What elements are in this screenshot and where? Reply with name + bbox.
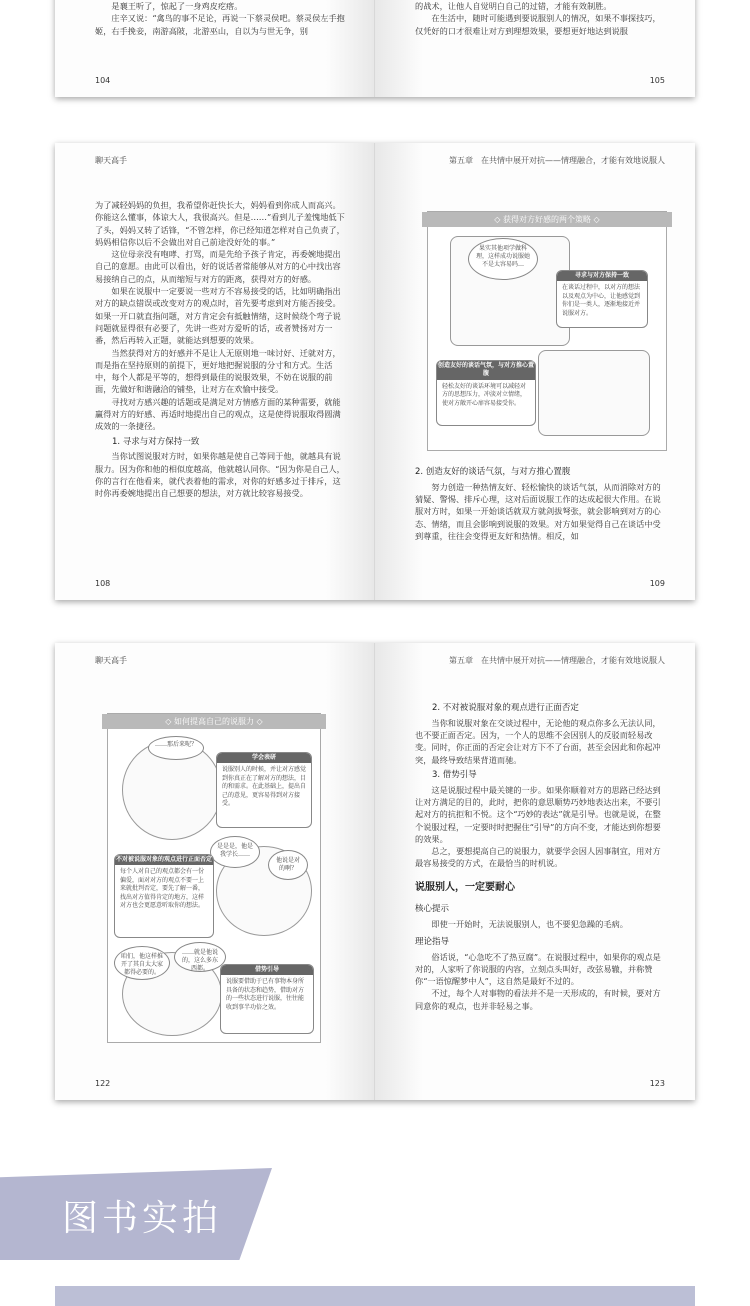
box-title: ◇ 获得对方好感的两个策略 ◇ — [422, 212, 672, 227]
callout-title: 寻求与对方保持一致 — [557, 271, 647, 281]
callout-body: 说服别人的时候，并让对方感觉到你真正在了解对方的想法，目的和需求。在此基础上，提出自己的意见，更容易得到对方接受。 — [222, 766, 307, 807]
paragraph: 这位母亲没有咆哮、打骂，而是先给予孩子肯定，再委婉地提出自己的意愿。由此可以看出，好的说话者常能够从对方的心中找出容易接纳自己的点，从而缩短与对方的距离，获得对方的好感。 — [95, 249, 341, 284]
callout-title: 学会表研 — [217, 753, 311, 763]
tip-callout-1 — [216, 752, 312, 828]
page-number: 109 — [649, 579, 665, 588]
page-122 — [55, 643, 375, 1100]
paragraph: 当你和说服对象在交谈过程中，无论他的观点你多么无法认同，也不要正面否定。因为，一个人的思维不会因别人的反驳而轻易改变。同时，你正面的否定会让对方下不了台面，甚至会因此和你起冲突，最终导致结果背道而驰。 — [415, 717, 661, 765]
page-105 — [375, 0, 695, 97]
paragraph: 总之，要想提高自己的说服力，就要学会因人因事制宜，用对方最容易接受的方式，在最恰当的时机说。 — [415, 846, 661, 869]
page-number: 105 — [649, 76, 665, 85]
page-108 — [55, 143, 375, 600]
speech-bubble: ……那后来呢？ — [148, 736, 204, 760]
page-number: 123 — [649, 1079, 665, 1088]
label-theory: 理论指导 — [415, 936, 450, 947]
page-number: 108 — [95, 579, 111, 588]
paragraph: 这是说服过程中最关键的一步。如果你顺着对方的思路已经达到让对方满足的目的，此时，把你的意思顺势巧妙地表达出来，不要引起对方的抗拒和不悦。这个“巧妙的表达”就是引导。也就是说，在整个说服过程，一定要时时把握住“引导”的方向不变，才能达到你想要的效果。 — [415, 784, 661, 844]
speech-bubble: 是是是，他是我学长…… — [210, 836, 260, 868]
speech-bubble: 咱们，他这样推开了其自太大家都得必要的。 — [114, 946, 170, 980]
tip-callout-3 — [220, 964, 314, 1034]
book-spread-3 — [55, 643, 695, 1100]
page-number: 122 — [95, 1079, 111, 1088]
section-label: 图书实拍 — [62, 1198, 223, 1239]
book-spread-1 — [55, 0, 695, 97]
paragraph: 当然获得对方的好感并不是让人无原则地一味讨好、迁就对方，而是指在坚持原则的前提下，更好地把握说服的分寸和方式。生活中，每个人都是平等的，想得到最佳的说服效果，不妨在说服的前面，先做好和谐融洽的铺垫，让对方在欢愉中接受。 — [95, 347, 341, 395]
subheading: 1. 寻求与对方保持一致 — [112, 436, 200, 447]
speech-bubble: ……就是他说的，这么多东西都。 — [174, 942, 226, 972]
paragraph: 俗话说，“心急吃不了热豆腐”。在说服过程中，如果你的观点是对的，人家听了你说服的内容，立刻点头叫好，改弦易辙，并称赞你“一语惊醒梦中人”，这自然是最好不过的。 — [415, 951, 661, 987]
illustration-cafe — [538, 350, 650, 436]
text-line: 庄辛又说：“禽鸟的事不足论，再说一下蔡灵侯吧。蔡灵侯左手抱姬，右手挽妾，南游高陂，北游巫山，自以为与世无争，别 — [95, 13, 345, 36]
book-spread-2 — [55, 143, 695, 600]
section-heading: 说服别人，一定要耐心 — [415, 881, 515, 893]
subheading: 2. 不对被说服对象的观点进行正面否定 — [432, 703, 579, 713]
subheading: 2. 创造友好的谈话气氛，与对方推心置腹 — [415, 467, 571, 477]
text-line: 在生活中，随时可能遇到要说服别人的情况，如果不事探技巧，仅凭好的口才很难让对方到理想效果，要想更好地达到说服 — [415, 13, 661, 36]
strategy-callout-2 — [436, 360, 536, 426]
page-109 — [375, 143, 695, 600]
paragraph: 如果在说服中一定要说一些对方不容易接受的话，比如明确指出对方的缺点错误或改变对方的观点时，首先要考虑到对方能否接受。如果一开口就直指问题，对方肯定会有抵触情绪，这时候绕个弯子说问题就显得很有必要了，先讲一些对方爱听的话，或者赞扬对方一番，然后再转入正题，就能达到想要的效果。 — [95, 286, 341, 346]
callout-title: 借势引导 — [221, 965, 313, 975]
paragraph: 努力创造一种热情友好、轻松愉快的谈话气氛，从而消除对方的猜疑、警惕、排斥心理，这对后面说服工作的达成起很大作用。在说服对方时，如果一开始谈话就双方就剑拔弩张，就会影响到对方的心态、情绪，而且会影响到说服的效果。对方如果觉得自己在谈话中受到尊重，往往会变得更友好和热情。相反，如 — [415, 481, 661, 541]
page-104 — [55, 0, 375, 97]
callout-body: 在谈话过程中，以对方的想法以及观点为中心，让他感觉到你们是一类人，逐渐地接近并说服对方。 — [562, 284, 641, 317]
bottom-bar — [55, 1286, 695, 1306]
subheading: 3. 借势引导 — [432, 769, 477, 780]
running-header: 第五章 在共情中展开对抗——情理融合，才能有效地说服人 — [449, 156, 665, 165]
box-title: ◇ 如何提高自己的说服力 ◇ — [102, 714, 326, 729]
callout-body: 说服要借助于已有事物本身所具备的状态和趋势，借助对方的一些状态进行说服，往往能收到事半功倍之效。 — [226, 978, 305, 1011]
label-core-tip: 核心提示 — [415, 903, 450, 914]
running-header: 聊天高手 — [95, 156, 127, 165]
speech-bubble: 果实其他项学做科理，这样成功说服她不是太容易吗… — [468, 238, 538, 280]
speech-bubble: 他说是对的啊？ — [268, 850, 308, 880]
illustration-box — [427, 211, 667, 451]
paragraph: 寻找对方感兴趣的话题或是满足对方情感方面的某种需要，就能赢得对方的好感、再适时地提出自己的观点，这是使得说服取得圆满成效的一条捷径。 — [95, 396, 341, 432]
paragraph: 为了减轻妈妈的负担，我希望你赶快长大，妈妈看到你成人而高兴。你能这么懂事，体谅大人，我很高兴。但是……”看到儿子羞愧地低下了头，妈妈又转了话锋，“不管怎样，你已经知道怎样对自己负责了，妈妈相信你以后不会做出对自己前途没好处的事。” — [95, 200, 345, 247]
callout-body: 每个人对自己的观点都会有一份偏爱，面对对方的观点不要一上来就批判否定，要先了解一番，找出对方值得肯定的地方，这样对方也会更愿意听取你的想法。 — [120, 868, 205, 909]
strategy-callout-1 — [556, 270, 648, 328]
text-line: 的战术，让他人自觉明白自己的过错，才能有效制胜。 — [415, 1, 612, 11]
callout-title: 不对被说服对象的观点进行正面否定 — [115, 855, 213, 865]
paragraph: 当你试图说服对方时，如果你越是使自己等同于他，就越具有说服力。因为你和他的相似度越高，他就越认同你。“因为你是自己人，你的言行在他看来，就代表着他的需求，对你的好感多过于排斥，这时你再委婉地提出自己想要的想法，对方就比较容易接受。 — [95, 451, 345, 499]
paragraph: 不过，每个人对事物的看法并不是一天形成的，有时候，要对方同意你的观点，也并非轻易之事。 — [415, 988, 661, 1011]
illustration-box — [107, 713, 321, 1043]
running-header: 第五章 在共情中展开对抗——情理融合，才能有效地说服人 — [449, 656, 665, 665]
page-number: 104 — [95, 76, 111, 85]
callout-title: 创造友好的谈话气氛，与对方推心置腹 — [437, 361, 535, 380]
text-line: 是襄王听了，惊起了一身鸡皮疙瘩。 — [111, 1, 243, 11]
running-header: 聊天高手 — [95, 656, 127, 665]
tip-callout-2 — [114, 854, 214, 938]
paragraph: 即使一开始时，无法说服别人，也不要犯急躁的毛病。 — [431, 918, 628, 929]
page-123 — [375, 643, 695, 1100]
callout-body: 轻松友好的谈话环境可以减轻对方的思想压力，冲淡对立情绪，使对方敞开心扉容易接受你。 — [442, 382, 527, 407]
